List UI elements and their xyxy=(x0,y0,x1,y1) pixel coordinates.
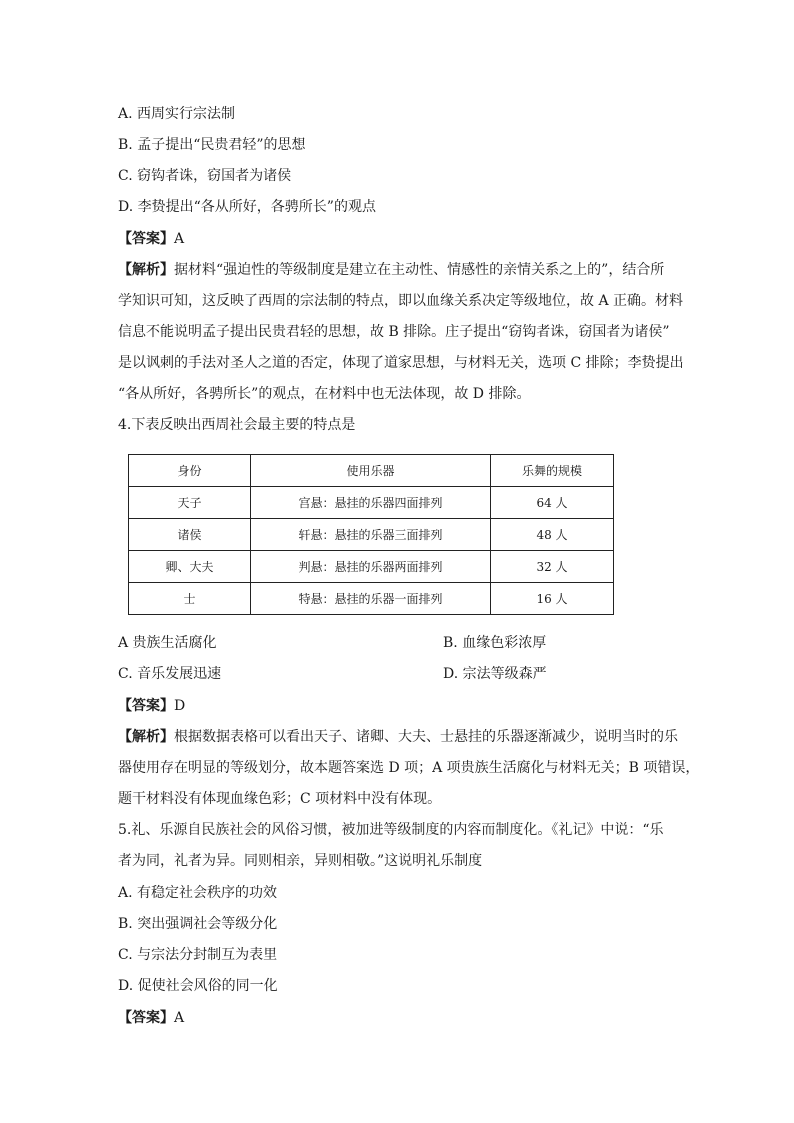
answer-value: A xyxy=(174,1010,185,1026)
analysis-text: 根据数据表格可以看出天子、诸卿、大夫、士悬挂的乐器逐渐减少，说明当时的乐 xyxy=(174,729,678,745)
q5-option-c: C. 与宗法分封制互为表里 xyxy=(118,947,278,963)
table-cell: 判悬：悬挂的乐器两面排列 xyxy=(251,551,491,583)
q3-option-d: D. 李贽提出“各从所好，各骋所长”的观点 xyxy=(118,199,376,215)
table-cell: 卿、大夫 xyxy=(129,551,251,583)
table-row xyxy=(129,583,614,615)
q4-option-c: C. 音乐发展迅速 xyxy=(118,666,222,682)
table-header-row xyxy=(129,455,614,487)
table-cell: 士 xyxy=(129,583,251,615)
q3-analysis-line-2: 学知识可知，这反映了西周的宗法制的特点，即以血缘关系决定等级地位，故 A 正确。材料 xyxy=(118,293,684,309)
q4-option-b: B. 血缘色彩浓厚 xyxy=(443,635,547,651)
q5-answer xyxy=(118,1008,184,1028)
q4-stem: 4.下表反映出西周社会最主要的特点是 xyxy=(118,417,356,433)
q3-analysis-line-3: 信息不能说明孟子提出民贵君轻的思想，故 B 排除。庄子提出“窃钩者诛，窃国者为诸侯” xyxy=(118,324,670,340)
table-cell: 48 人 xyxy=(491,519,614,551)
table-cell: 16 人 xyxy=(491,583,614,615)
q3-option-a: A. 西周实行宗法制 xyxy=(118,106,236,122)
answer-label: 【答案】 xyxy=(118,698,174,714)
analysis-label: 【解析】 xyxy=(118,262,174,278)
table-cell: 宫悬：悬挂的乐器四面排列 xyxy=(251,487,491,519)
table-cell: 64 人 xyxy=(491,487,614,519)
answer-label: 【答案】 xyxy=(118,231,174,247)
q5-stem-line-1: 5.礼、乐源自民族社会的风俗习惯，被加进等级制度的内容而制度化。《礼记》中说：“乐 xyxy=(118,822,664,838)
q3-option-b: B. 孟子提出“民贵君轻”的思想 xyxy=(118,137,306,153)
q4-option-d: D. 宗法等级森严 xyxy=(443,666,547,682)
q4-analysis-line-1 xyxy=(118,727,678,747)
q3-analysis-line-5: “各从所好，各骋所长”的观点，在材料中也无法体现，故 D 排除。 xyxy=(118,386,531,402)
table-cell: 特悬：悬挂的乐器一面排列 xyxy=(251,583,491,615)
q3-analysis-line-4: 是以讽刺的手法对圣人之道的否定，体现了道家思想，与材料无关，选项 C 排除；李贽提出 xyxy=(118,355,684,371)
q3-option-c: C. 窃钩者诛，窃国者为诸侯 xyxy=(118,168,292,184)
analysis-text: 据材料“强迫性的等级制度是建立在主动性、情感性的亲情关系之上的”，结合所 xyxy=(174,262,665,278)
table-header: 乐舞的规模 xyxy=(491,455,614,487)
q4-option-a: A 贵族生活腐化 xyxy=(118,635,217,651)
table-cell: 诸侯 xyxy=(129,519,251,551)
q5-option-a: A. 有稳定社会秩序的功效 xyxy=(118,885,278,901)
table-header: 身份 xyxy=(129,455,251,487)
table-row xyxy=(129,551,614,583)
table-row xyxy=(129,519,614,551)
table-row xyxy=(129,487,614,519)
q4-analysis-line-2: 器使用存在明显的等级划分，故本题答案选 D 项；A 项贵族生活腐化与材料无关；B 项错误， xyxy=(118,760,700,776)
q5-stem-line-2: 者为同，礼者为异。同则相亲，异则相敬。”这说明礼乐制度 xyxy=(118,853,483,869)
q5-option-b: B. 突出强调社会等级分化 xyxy=(118,916,278,932)
answer-value: A xyxy=(174,231,185,247)
q4-table xyxy=(128,454,614,615)
table-header: 使用乐器 xyxy=(251,455,491,487)
q3-answer xyxy=(118,229,184,249)
table-cell: 天子 xyxy=(129,487,251,519)
answer-label: 【答案】 xyxy=(118,1010,174,1026)
q3-analysis-line-1 xyxy=(118,260,664,280)
table-cell: 轩悬：悬挂的乐器三面排列 xyxy=(251,519,491,551)
q5-option-d: D. 促使社会风俗的同一化 xyxy=(118,978,278,994)
answer-value: D xyxy=(174,698,186,714)
q4-answer xyxy=(118,696,185,716)
table-cell: 32 人 xyxy=(491,551,614,583)
q4-analysis-line-3: 题干材料没有体现血缘色彩；C 项材料中没有体现。 xyxy=(118,791,442,807)
analysis-label: 【解析】 xyxy=(118,729,174,745)
